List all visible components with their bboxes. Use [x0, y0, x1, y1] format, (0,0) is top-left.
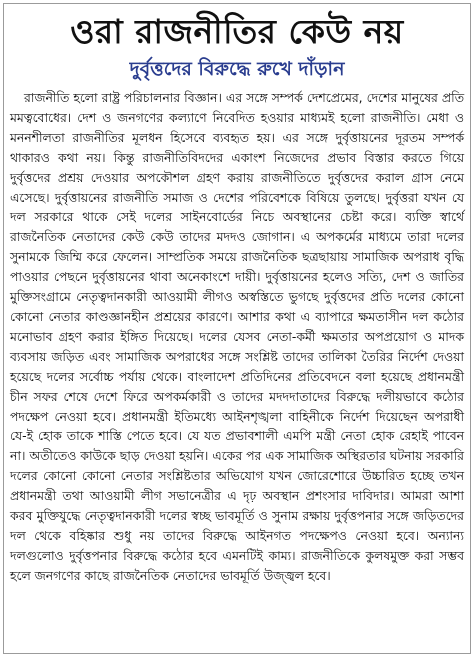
newspaper-clipping — [3, 3, 471, 654]
headline: ওরা রাজনীতির কেউ নয় — [70, 12, 404, 51]
body-paragraph: রাজনীতি হলো রাষ্ট্র পরিচালনার বিজ্ঞান। এর সঙ্গে সম্পর্ক দেশপ্রেমের, দেশের মানুষের প্রতি মমত্ববোধের। দেশ ও জনগণের কল্যাণে নিবেদিত হওয়ার মাধ্যমই হলো রাজনীতি। মেধা ও মননশীলতা রাজনীতির মূলধন হিসেবে ব্যবহৃত হয়। এর সঙ্গে দুর্বৃত্তায়নের দূরতম সম্পর্ক থাকারও কথা নয়। কিন্তু রাজনীতিবিদদের একাংশ নিজেদের প্রভাব বিস্তার করতে গিয়ে দুর্বৃত্তদের প্রশ্রয় দেওয়ার অপকৌশল গ্রহণ করায় রাজনীতিতে দুর্বৃত্তদের করাল গ্রাস নেমে এসেছে। দুর্বৃত্তায়নের রাজনীতি সমাজ ও দেশের পরিবেশকে বিষিয়ে তুলছে। দুর্বৃত্তরা যখন যে দল সরকারে থাকে সেই দলের সাইনবোর্ডের নিচে অবস্থানের চেষ্টা করে। ব্যক্তি স্বার্থে রাজনৈতিক নেতাদের কেউ কেউ তাদের মদদও জোগান। এ অপকর্মের মাধ্যমে তারা দলের সুনামকে জিম্মি করে ফেলেন। সাম্প্রতিক সময়ে রাজনৈতিক ছত্রছায়ায় সামাজিক অপরাধ বৃদ্ধি পাওয়ার পেছনে দুর্বৃত্তায়নের থাবা অনেকাংশে দায়ী। দুর্বৃত্তায়নের হলেও সত্যি, দেশ ও জাতির মুক্তিসংগ্রামে নেতৃত্বদানকারী আওয়ামী লীগও অস্বস্তিতে ভুগছে দুর্বৃত্তদের প্রতি দলের কোনো কোনো নেতার কাণ্ডজ্ঞানহীন প্রশ্রয়ের কারণে। আশার কথা এ ব্যাপারে ক্ষমতাসীন দল কঠোর মনোভাব গ্রহণ করার ইঙ্গিত দিয়েছে। দলের যেসব নেতা-কর্মী ক্ষমতার অপপ্রয়োগ ও মাদক ব্যবসায় জড়িত এবং সামাজিক অপরাধের সঙ্গে সংশ্লিষ্ট তাদের তালিকা তৈরির নির্দেশ দেওয়া হয়েছে দলের সর্বোচ্চ পর্যায় থেকে। বাংলাদেশ প্রতিদিনের প্রতিবেদনে বলা হয়েছে প্রধানমন্ত্রী চীন সফর শেষে দেশে ফিরে অপকর্মকারী ও তাদের মদদদাতাদের বিরুদ্ধে দলীয়ভাবে কঠোর পদক্ষেপ নেওয়া হবে। প্রধানমন্ত্রী ইতিমধ্যে আইনশৃঙ্খলা বাহিনীকে নির্দেশ দিয়েছেন অপরাধী যে-ই হোক তাকে শাস্তি পেতে হবে। যে যত প্রভাবশালী এমপি মন্ত্রী নেতা হোক রেহাই পাবেন না। অতীতেও কাউকে ছাড় দেওয়া হয়নি। একের পর এক সামাজিক অস্থিরতার ঘটনায় সরকারি দলের কোনো কোনো নেতার সংশ্লিষ্টতার অভিযোগ যখন জোরেশোরে উচ্চারিত হচ্ছে তখন প্রধানমন্ত্রী তথা আওয়ামী লীগ সভানেত্রীর এ দৃঢ় অবস্থান প্রশংসার দাবিদার। আমরা আশা করব মুক্তিযুদ্ধে নেতৃত্বদানকারী দলের স্বচ্ছ ভাবমূর্তি ও সুনাম রক্ষায় দুর্বৃত্তপনার সঙ্গে জড়িতদের দল থেকে বহিষ্কার শুধু নয় তাদের বিরুদ্ধে আইনগত পদক্ষেপও নেওয়া হবে। অন্যান্য দলগুলোও দুর্বৃত্তপনার বিরুদ্ধে কঠোর হবে এমনটিই কাম্য। রাজনীতিকে কুলষমুক্ত করা সম্ভব হলে জনগণের কাছে রাজনৈতিক নেতাদের ভাবমূর্তি উজ্জ্বল হবে। — [10, 90, 464, 583]
article-body — [4, 88, 470, 586]
subheadline: দুর্বৃত্তদের বিরুদ্ধে রুখে দাঁড়ান — [129, 58, 345, 80]
